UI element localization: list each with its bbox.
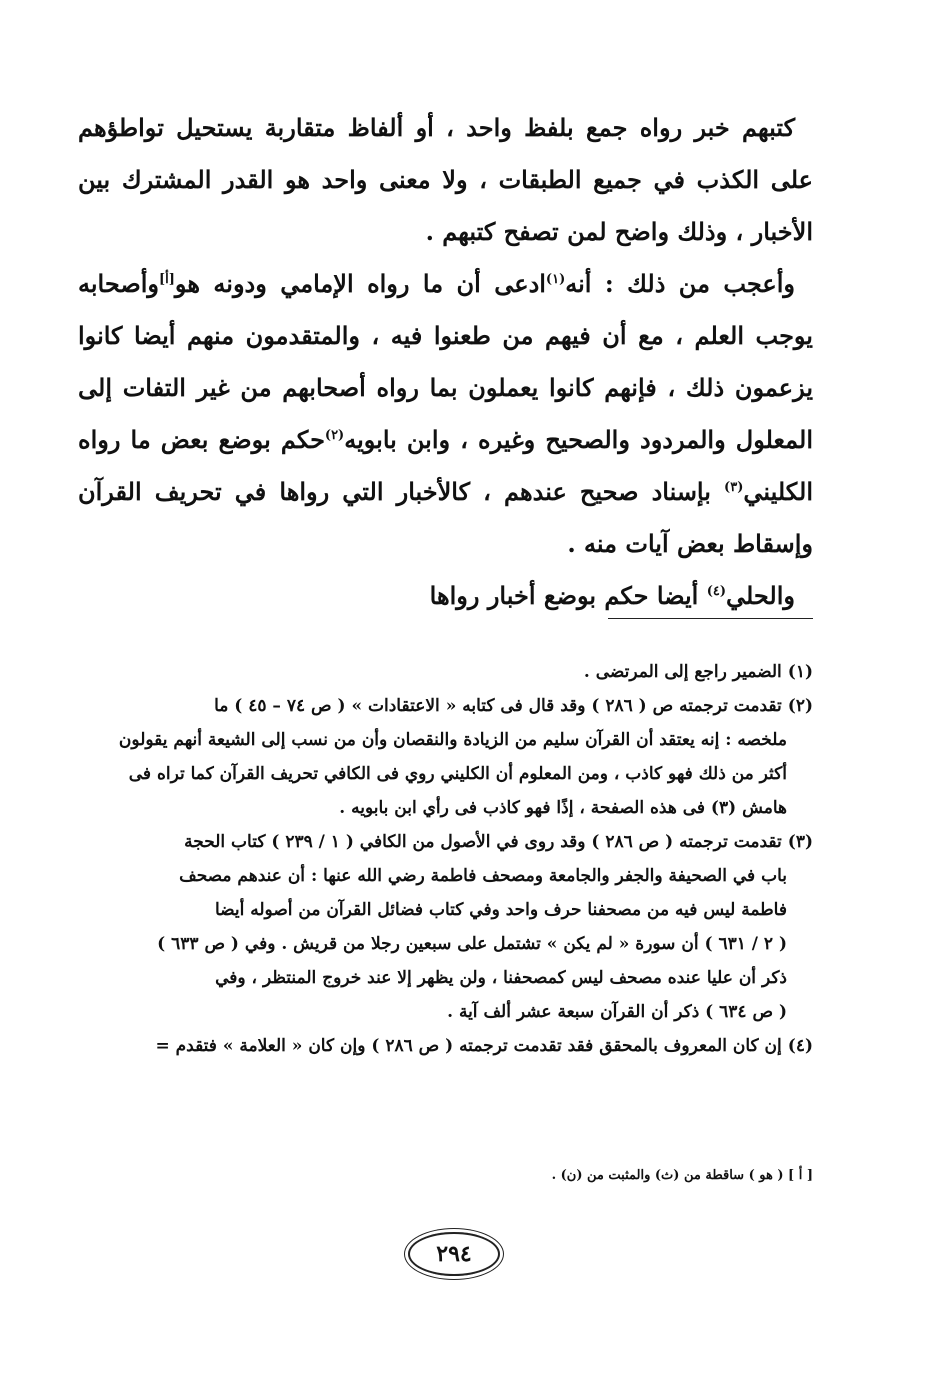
footnote-3-line-6: ( ص ٦٣٤ ) ذكر أن القرآن سبعة عشر ألف آية .: [447, 1002, 787, 1022]
footnote-ref-2: (٢): [324, 428, 345, 443]
p2-text-2: ادعى أن ما رواه الإمامي ودونه هو: [174, 269, 546, 298]
footnote-ref-3: (٣): [724, 480, 744, 495]
paragraph-2: [78, 258, 813, 570]
footnote-text: تقدمت ترجمته ص ( ٢٨٦ ) وقد قال فى كتابه « الاعتقادات » ( ص ٧٤ – ٤٥ ) ما: [214, 696, 782, 716]
footnote-text: إن كان المعروف بالمحقق فقد تقدمت ترجمته ( ص ٢٨٦ ) وإن كان « العلامة » فتقدم =: [155, 1036, 782, 1056]
footnote-3-line-2: باب في الصحيفة والجفر والجامعة ومصحف فاطمة رضي الله عنها : أن عندهم مصحف: [179, 866, 787, 886]
p2-text-4: حكم بوضع بعض ما رواه الكليني: [78, 425, 814, 506]
p3-text-1: والحلي: [725, 581, 795, 610]
p2-last-line: وإسقاط بعض آيات منه .: [567, 529, 813, 558]
editor-note-ref: [أ]: [159, 272, 175, 287]
footnote-text: الضمير راجع إلى المرتضى .: [583, 662, 782, 682]
p1-line-3: الأخبار ، وذلك واضح لمن تصفح كتبهم .: [425, 217, 813, 246]
footnote-text: تقدمت ترجمته ( ص ٢٨٦ ) وقد روى في الأصول من الكافي ( ١ / ٢٣٩ ) كتاب الحجة: [184, 832, 782, 852]
page-number: ٢٩٤: [408, 1232, 500, 1276]
footnote-ref-4: (٤): [706, 584, 726, 599]
footnote-3: [78, 825, 813, 859]
p2-text-5: بإسناد صحيح عندهم ، كالأخبار التي رواها في تحريف القرآن: [78, 477, 711, 506]
footnote-2-line-2: ملخصه : إنه يعتقد أن القرآن سليم من الزيادة والنقصان وأن من نسب إلى الشيعة أنهم يقولون: [118, 730, 787, 750]
footnote-number: (٢): [787, 696, 813, 716]
footnote-number: (٣): [787, 832, 813, 852]
footnote-number: (١): [787, 662, 813, 682]
p1-line-2: الكذب في جميع الطبقات ، ولا معنى واحد هو القدر المشترك بين: [78, 165, 760, 194]
p3-text-2: أيضا حكم بوضع أخبار رواها: [429, 581, 699, 610]
footnote-1: [78, 655, 813, 689]
footnote-3-line-3: فاطمة ليس فيه من مصحفنا حرف واحد وفي كتاب فضائل القرآن من أصوله أيضا: [214, 900, 787, 920]
p1-line-1: كتبهم خبر رواه جمع بلفظ واحد ، أو ألفاظ متقاربة يستحيل تواطؤهم على: [78, 113, 813, 194]
editor-note: [ أ ] ( هو ) ساقطة من (ث) والمثبت من (ن) .: [551, 1168, 813, 1183]
footnote-4: [78, 1029, 813, 1063]
paragraph-1: [78, 102, 813, 258]
footnote-3-line-4: ( ٢ / ٦٣١ ) أن سورة « لم يكن » تشتمل على سبعين رجلا من قريش . وفي ( ص ٦٣٣ ): [157, 934, 787, 954]
p2-text-3: وأصحابه يوجب العلم ، مع أن فيهم من طعنوا فيه ، والمتقدمون منهم أيضا كانوا يزعمون ذلك ، فإنهم كانوا يعملون بما رواه أصحابهم من غير التفات إلى المعلول والمردود والصحيح وغيره ، وابن بابويه: [78, 269, 813, 454]
footnote-2-line-3: أكثر من ذلك فهو كاذب ، ومن المعلوم أن الكليني روي فى الكافي تحريف القرآن كما تراه فى: [128, 764, 787, 784]
footnotes: [78, 655, 813, 1063]
footnote-number: (٤): [787, 1036, 813, 1056]
paragraph-3: [78, 570, 813, 622]
footnote-2: [78, 689, 813, 723]
separator-line: [608, 618, 813, 619]
footnote-2-line-4: هامش (٣) فى هذه الصفحة ، إذًا فهو كاذب فى رأي ابن بابويه .: [339, 798, 787, 818]
footnote-3-line-5: ذكر أن عليا عنده مصحف ليس كمصحفنا ، ولن يظهر إلا عند خروج المنتظر ، وفي: [215, 968, 787, 988]
footnote-ref-1: (١): [545, 272, 566, 287]
main-text: [78, 102, 813, 622]
p2-text-1: وأعجب من ذلك : أنه: [565, 269, 796, 298]
